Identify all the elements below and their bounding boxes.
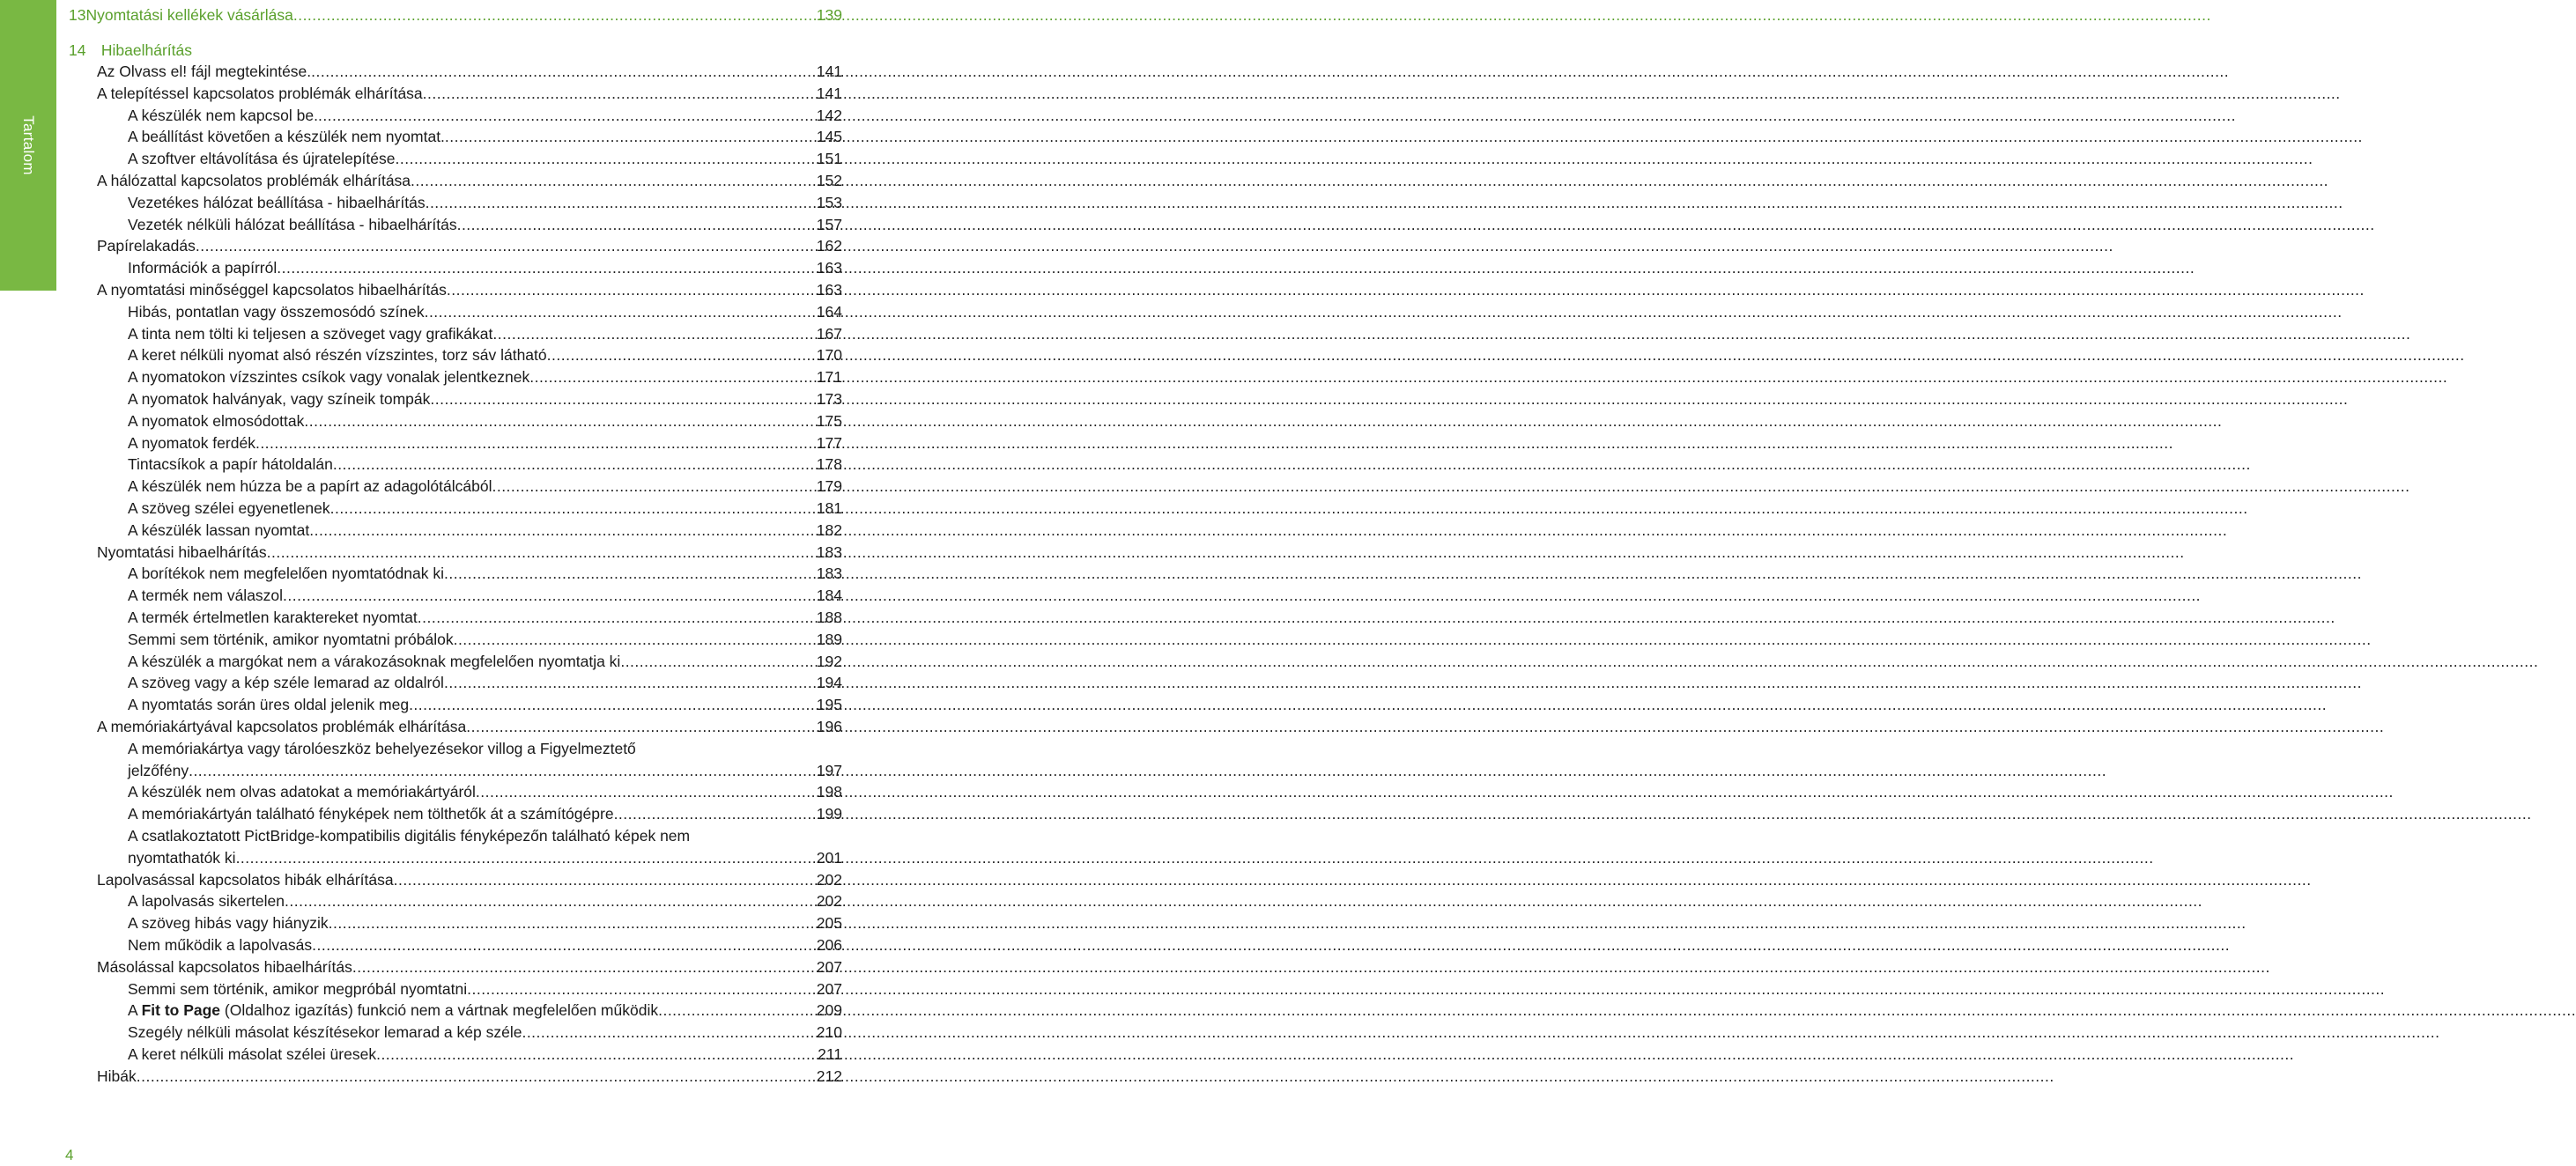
toc-entry-title xyxy=(128,1000,658,1021)
toc-entry-title: Vezeték nélküli hálózat beállítása - hibaelhárítás xyxy=(128,215,457,233)
dot-leader xyxy=(137,1066,817,1087)
toc-entry-title: A nyomatok elmosódottak xyxy=(128,411,305,430)
toc-page-number: 164 xyxy=(816,302,842,321)
dot-leader xyxy=(277,257,817,278)
toc-entry-title: A telepítéssel kapcsolatos problémák elhárítása xyxy=(97,84,423,102)
toc-page-number: 141 xyxy=(816,63,842,80)
toc-entry[interactable] xyxy=(128,257,842,278)
toc-entry[interactable] xyxy=(128,214,842,235)
toc-entry-title: Tintacsíkok a papír hátoldalán xyxy=(128,455,333,474)
toc-entry[interactable] xyxy=(128,803,842,824)
toc-entry-title: A hálózattal kapcsolatos problémák elhárítása xyxy=(97,172,411,189)
toc-entry[interactable] xyxy=(128,454,842,475)
dot-leader xyxy=(425,301,817,322)
toc-entry[interactable] xyxy=(128,607,842,628)
toc-entry-title: Másolással kapcsolatos hibaelhárítás xyxy=(97,957,352,976)
toc-entry-title: Információk a papírról xyxy=(128,259,278,277)
toc-entry-title: Papírelakadás xyxy=(97,237,196,255)
toc-entry[interactable] xyxy=(128,388,842,410)
toc-entry[interactable] xyxy=(128,105,842,126)
toc-entry-title: A nyomtatás során üres oldal jelenik meg xyxy=(128,696,410,714)
toc-entry[interactable] xyxy=(128,1022,842,1043)
toc-page-number: 179 xyxy=(816,477,842,496)
toc-entry[interactable] xyxy=(128,126,842,147)
toc-entry[interactable] xyxy=(97,235,842,256)
toc-entry[interactable] xyxy=(128,410,842,432)
toc-entry[interactable] xyxy=(128,498,842,519)
dot-leader xyxy=(329,912,817,934)
chapter-title: Nyomtatási kellékek vásárlása xyxy=(85,6,293,24)
side-tab xyxy=(0,0,56,291)
dot-leader xyxy=(426,192,817,213)
toc-page-number: 170 xyxy=(816,346,842,365)
toc-entry[interactable] xyxy=(128,585,842,606)
toc-page-number: 173 xyxy=(816,390,842,408)
toc-page-number: 211 xyxy=(818,1045,842,1063)
toc-entry-title: Lapolvasással kapcsolatos hibák elhárítása xyxy=(97,870,394,889)
dot-leader xyxy=(418,607,817,628)
toc-entry[interactable] xyxy=(128,192,842,213)
toc-page-number: 196 xyxy=(816,718,842,735)
toc-entry-title: A nyomatok ferdék xyxy=(128,433,255,452)
toc-entry[interactable] xyxy=(97,83,842,104)
toc-entry-title: Vezetékes hálózat beállítása - hibaelhárítás xyxy=(128,193,426,211)
toc-entry[interactable] xyxy=(128,148,842,169)
toc-entry-title-part: A xyxy=(128,1001,142,1020)
toc-page-number: 177 xyxy=(816,433,842,452)
toc-entry[interactable] xyxy=(128,651,842,672)
toc-entry[interactable] xyxy=(128,890,842,911)
dot-leader xyxy=(467,978,817,1000)
toc-entry-title: A memóriakártyán található fényképek nem tölthetők át a számítógépre xyxy=(128,805,614,823)
toc-entry[interactable] xyxy=(97,170,842,191)
toc-page-number: 157 xyxy=(816,215,842,233)
dot-leader xyxy=(454,629,817,650)
toc-entry[interactable] xyxy=(128,1044,842,1065)
dot-leader xyxy=(423,83,817,104)
toc-page-number: 183 xyxy=(816,542,842,561)
toc-entry[interactable] xyxy=(128,934,842,956)
toc-entry-title: A szoftver eltávolítása és újratelepítése xyxy=(128,150,396,168)
toc-page-number: 199 xyxy=(816,805,842,823)
toc-entry[interactable] xyxy=(128,847,842,868)
toc-page-number: 189 xyxy=(816,630,842,648)
toc-entry[interactable] xyxy=(97,542,842,563)
toc-entry[interactable] xyxy=(128,629,842,650)
side-tab-label: Tartalom xyxy=(20,115,37,175)
toc-entry[interactable] xyxy=(97,956,842,978)
toc-entry-title: A szöveg hibás vagy hiányzik xyxy=(128,914,329,933)
dot-leader xyxy=(309,520,817,541)
dot-leader xyxy=(444,563,817,584)
dot-leader xyxy=(529,366,817,387)
toc-entry-title: A borítékok nem megfelelően nyomtatódnak ki xyxy=(128,565,444,583)
toc-entry-title: jelzőfény xyxy=(128,761,189,779)
toc-page-number: 202 xyxy=(816,892,842,911)
toc-page-number: 197 xyxy=(816,761,842,779)
toc-entry-title: Az Olvass el! fájl megtekintése. xyxy=(97,63,312,80)
dot-leader xyxy=(304,410,816,432)
toc-entry-text-line: A csatlakoztatott PictBridge-kompatibilis digitális fényképezőn található képek nem xyxy=(128,827,691,845)
toc-page-number: 163 xyxy=(816,259,842,277)
toc-page-number: 171 xyxy=(816,368,842,387)
toc-entry-title: A nyomatok halványak, vagy színeik tompák xyxy=(128,390,431,408)
toc-entry[interactable] xyxy=(128,912,842,934)
toc-page-number: 184 xyxy=(816,587,842,605)
toc-page-number: 152 xyxy=(816,172,842,189)
toc-entry-text-line: A memóriakártya vagy tárolóeszköz behelyezésekor villog a Figyelmeztető xyxy=(128,739,636,757)
dot-leader xyxy=(376,1044,818,1065)
toc-entry-title: A keret nélküli másolat szélei üresek xyxy=(128,1045,377,1063)
toc-page-number: 141 xyxy=(816,84,842,102)
toc-entry-title: Hibás, pontatlan vagy összemosódó színek xyxy=(128,302,425,321)
toc-entry-title: A készülék nem húzza be a papírt az adagolótálcából xyxy=(128,477,492,496)
dot-leader xyxy=(285,890,817,911)
toc-entry[interactable] xyxy=(128,323,842,344)
dot-leader xyxy=(196,235,817,256)
dot-leader xyxy=(476,781,817,802)
dot-leader xyxy=(330,498,817,519)
toc-page-number: 195 xyxy=(816,696,842,714)
toc-page-number: 192 xyxy=(816,652,842,670)
toc-entry-title: A tinta nem tölti ki teljesen a szöveget vagy grafikákat xyxy=(128,324,493,343)
toc-entry[interactable] xyxy=(128,978,842,1000)
dot-leader xyxy=(394,869,817,890)
toc-entry[interactable] xyxy=(128,672,842,693)
chapter-heading[interactable] xyxy=(69,40,192,61)
dot-leader xyxy=(411,170,817,191)
toc-entry[interactable] xyxy=(128,694,842,715)
toc-entry-title: A keret nélküli nyomat alsó részén vízszintes, torz sáv látható xyxy=(128,346,547,365)
toc-page-number: 181 xyxy=(816,499,842,517)
toc-entry[interactable] xyxy=(97,1066,842,1087)
toc-entry[interactable] xyxy=(97,716,842,737)
dot-leader xyxy=(492,323,816,344)
dot-leader xyxy=(333,454,817,475)
toc-entry-title: A lapolvasás sikertelen xyxy=(128,892,285,911)
toc-entry-title: Nyomtatási hibaelhárítás xyxy=(97,542,267,561)
toc-entry-title: A termék nem válaszol xyxy=(128,587,284,605)
dot-leader xyxy=(311,61,817,82)
dot-leader xyxy=(430,388,816,410)
toc-entry-title: A beállítást követően a készülék nem nyomtat. xyxy=(128,128,445,146)
toc-page-number: 153 xyxy=(816,193,842,211)
toc-page-number: 167 xyxy=(816,324,842,343)
dot-leader xyxy=(255,432,817,454)
dot-leader xyxy=(658,1000,817,1021)
toc-entry-title: A nyomtatási minőséggel kapcsolatos hibaelhárítás xyxy=(97,281,447,299)
toc-entry-title-part: (Oldalhoz igazítás) funkció nem a vártnak megfelelően működik xyxy=(220,1001,659,1020)
toc-page-number: 212 xyxy=(816,1066,842,1085)
dot-leader xyxy=(409,694,817,715)
dot-leader xyxy=(466,716,817,737)
toc-entry-title: nyomtathatók ki xyxy=(128,848,236,867)
chapter-number: 13 xyxy=(69,6,86,24)
toc-page-number: 210 xyxy=(816,1023,842,1042)
toc-entry-title: A memóriakártyával kapcsolatos problémák elhárítása xyxy=(97,718,467,735)
chapter-page-number: 139 xyxy=(816,6,842,24)
dot-leader xyxy=(492,476,816,497)
toc-entry[interactable] xyxy=(128,366,842,387)
dot-leader xyxy=(457,214,817,235)
toc-entry-title: A készülék nem olvas adatokat a memóriakártyáról xyxy=(128,783,476,801)
toc-page-number: 209 xyxy=(816,1001,842,1020)
chapter-heading[interactable] xyxy=(69,4,842,26)
toc-entry[interactable] xyxy=(128,520,842,541)
dot-leader xyxy=(445,126,817,147)
dot-leader xyxy=(283,585,817,606)
toc-entry-title: A termék értelmetlen karaktereket nyomtat xyxy=(128,609,418,626)
toc-entry[interactable] xyxy=(97,61,842,82)
toc-entry-title: A szöveg szélei egyenetlenek xyxy=(128,499,330,517)
toc-entry[interactable] xyxy=(128,781,842,802)
toc-entry[interactable] xyxy=(128,563,842,584)
toc-entry-title: A szöveg vagy a kép széle lemarad az oldalról xyxy=(128,674,444,692)
dot-leader xyxy=(620,651,816,672)
toc-page-number: 207 xyxy=(816,957,842,976)
toc-page-number: 182 xyxy=(816,520,842,539)
toc-page-number: 145 xyxy=(816,128,842,146)
toc-page-number: 206 xyxy=(816,936,842,954)
toc-page-number: 188 xyxy=(816,609,842,626)
dot-leader xyxy=(318,105,817,126)
toc-page-number: 201 xyxy=(816,848,842,867)
toc-entry[interactable] xyxy=(128,344,842,365)
dot-leader xyxy=(396,148,817,169)
toc-page-number: 207 xyxy=(816,979,842,998)
toc-page-number: 163 xyxy=(816,281,842,299)
toc-entry-title: A készülék lassan nyomtat xyxy=(128,520,310,539)
toc-entry[interactable] xyxy=(128,476,842,497)
dot-leader xyxy=(312,934,817,956)
toc-page-number: 162 xyxy=(816,237,842,255)
dot-leader xyxy=(447,279,817,300)
page-number: 4 xyxy=(65,1147,74,1163)
toc-entry[interactable] xyxy=(97,279,842,300)
dot-leader xyxy=(352,956,817,978)
chapter-title: Hibaelhárítás xyxy=(100,41,192,59)
toc-entry-title-bold: Fit to Page xyxy=(141,1001,221,1020)
toc-entry-title: A készülék nem kapcsol be. xyxy=(128,106,318,124)
dot-leader xyxy=(236,847,817,868)
toc-page-number: 183 xyxy=(816,565,842,583)
toc-page-number: 198 xyxy=(816,783,842,801)
toc-entry[interactable] xyxy=(97,869,842,890)
dot-leader xyxy=(444,672,817,693)
chapter-number: 14 xyxy=(69,41,86,59)
toc-entry[interactable] xyxy=(128,1000,842,1021)
toc-page-number: 175 xyxy=(816,411,842,430)
toc-entry-title: A nyomatokon vízszintes csíkok vagy vonalak jelentkeznek xyxy=(128,368,530,387)
toc-entry-title: Nem működik a lapolvasás xyxy=(128,936,313,954)
toc-page-number: 194 xyxy=(816,674,842,692)
dot-leader xyxy=(614,803,817,824)
toc-page-number: 202 xyxy=(816,870,842,889)
dot-leader xyxy=(293,4,817,26)
dot-leader xyxy=(267,542,817,563)
toc-entry-title: Semmi sem történik, amikor nyomtatni próbálok xyxy=(128,630,454,648)
toc-entry-title: Szegély nélküli másolat készítésekor lemarad a kép széle xyxy=(128,1023,522,1042)
dot-leader xyxy=(522,1022,816,1043)
dot-leader xyxy=(189,760,817,781)
toc-entry-title: Semmi sem történik, amikor megpróbál nyomtatni xyxy=(128,979,468,998)
toc-entry-title: A készülék a margókat nem a várakozásoknak megfelelően nyomtatja ki xyxy=(128,652,621,670)
toc-page-number: 151 xyxy=(816,150,842,168)
toc-entry-title: Hibák xyxy=(97,1066,137,1085)
toc-entry[interactable] xyxy=(128,760,842,781)
toc-entry[interactable] xyxy=(128,301,842,322)
toc-entry[interactable] xyxy=(128,432,842,454)
toc-page-number: 205 xyxy=(816,914,842,933)
toc-page-number: 142 xyxy=(816,106,842,124)
toc-page-number: 178 xyxy=(816,455,842,474)
dot-leader xyxy=(547,344,817,365)
